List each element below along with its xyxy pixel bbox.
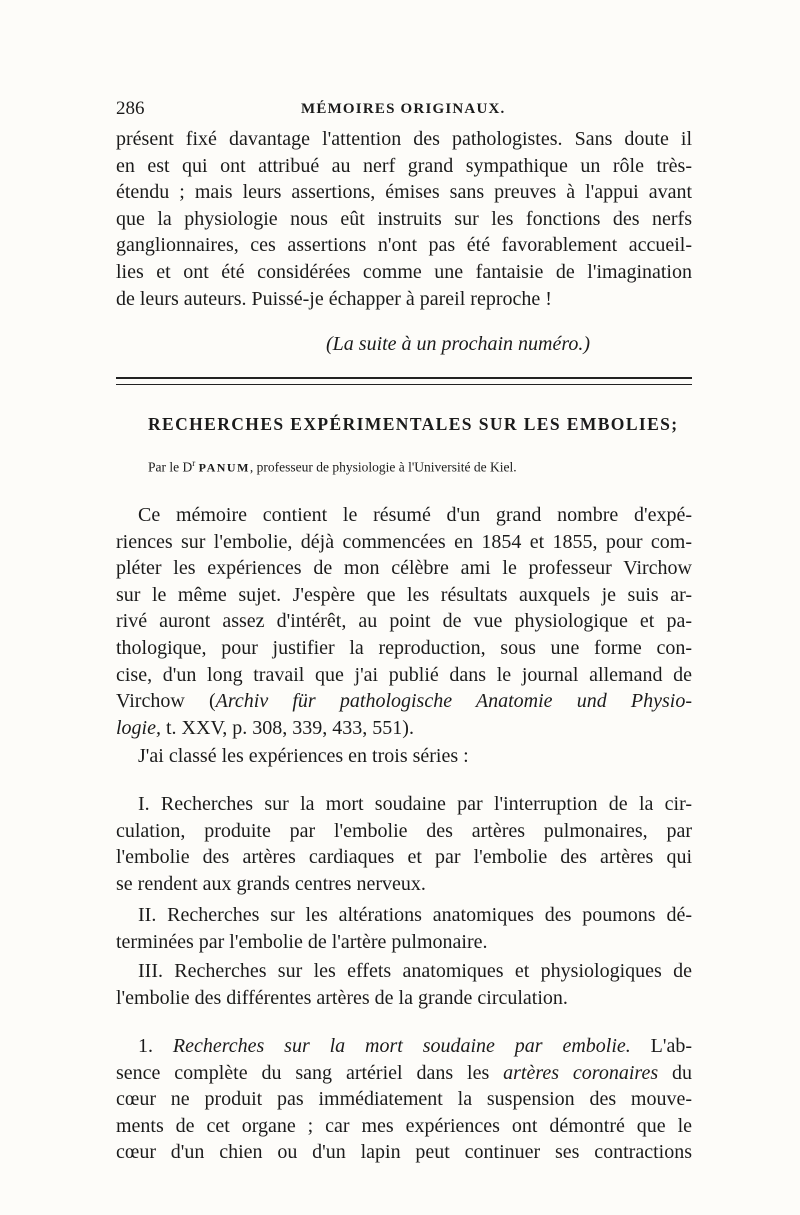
text-line: cœur d'un chien ou d'un lapin peut continuer ses contractions — [116, 1141, 692, 1164]
byline-rest: , professeur de physiologie à l'Université de Kiel. — [249, 459, 517, 475]
text-segment: sence complète du sang artériel dans les — [116, 1061, 504, 1084]
section-1-paragraph — [116, 1033, 692, 1166]
section-divider — [116, 377, 692, 385]
text-line: Ce mémoire contient le résumé d'un grand nombre d'expé- — [138, 504, 692, 526]
text-line: culation, produite par l'embolie des artères pulmonaires, par — [116, 819, 692, 842]
series-1 — [116, 791, 692, 897]
journal-title-cont: logie, — [116, 716, 161, 739]
journal-title: Archiv für pathologische Anatomie und Physio- — [215, 690, 692, 713]
text-line: cœur ne produit pas immédiatement la suspension des mouve- — [116, 1088, 692, 1111]
text-line: ments de cet organe ; car mes expériences ont démontré que le — [116, 1114, 692, 1137]
text-line: III. Recherches sur les effets anatomiques et physiologiques de — [138, 960, 692, 982]
text-line: se rendent aux grands centres nerveux. — [116, 872, 426, 895]
text-line — [116, 688, 692, 715]
intro-paragraph — [116, 126, 692, 312]
series-intro — [116, 743, 692, 770]
author-name: PANUM — [198, 460, 250, 475]
text-line: étendu ; mais leurs assertions, émises sans preuves à l'appui avant — [116, 181, 692, 204]
intro-article-paragraph — [116, 502, 692, 741]
byline-par: Par le D — [148, 459, 193, 475]
text-line: présent fixé davantage l'attention des pathologistes. Sans doute il — [116, 128, 692, 150]
text-line: thologique, pour justifier la reproduction, sous une forme con- — [116, 636, 692, 659]
text-segment: Virchow ( — [116, 690, 216, 713]
emphasis: artères coronaires — [503, 1061, 659, 1084]
text-line: pléter les expériences de mon célèbre ami le professeur Virchow — [116, 557, 692, 580]
text-line: sur le même sujet. J'espère que les résultats auxquels je suis ar- — [116, 583, 692, 606]
text-line: de leurs auteurs. Puissé-je échapper à pareil reproche ! — [116, 287, 552, 310]
page-number: 286 — [116, 98, 145, 119]
article-byline — [148, 458, 517, 476]
running-title: MÉMOIRES ORIGINAUX. — [301, 101, 506, 117]
text-line — [116, 1060, 692, 1087]
text-line: terminées par l'embolie de l'artère pulmonaire. — [116, 930, 488, 953]
to-be-continued-note: (La suite à un prochain numéro.) — [326, 333, 591, 355]
series-2 — [116, 902, 692, 955]
byline-sup: r — [192, 458, 196, 468]
text-line: II. Recherches sur les altérations anatomiques des poumons dé- — [138, 904, 692, 926]
section-number: 1. — [138, 1035, 153, 1057]
article-title: RECHERCHES EXPÉRIMENTALES SUR LES EMBOLIES; — [148, 414, 679, 434]
text-line: lies et ont été considérées comme une fantaisie de l'imagination — [116, 260, 692, 283]
text-line: ganglionnaires, ces assertions n'ont pas été favorablement accueil- — [116, 234, 692, 257]
text-line — [116, 715, 692, 742]
section-title: Recherches sur la mort soudaine par embolie. — [172, 1035, 631, 1057]
text-line: cise, d'un long travail que j'ai publié dans le journal allemand de — [116, 663, 692, 686]
text-line: que la physiologie nous eût instruits sur les fonctions des nerfs — [116, 207, 692, 230]
text-line: rivé auront assez d'intérêt, au point de vue physiologique et pa- — [116, 610, 692, 633]
text-line: l'embolie des artères cardiaques et par l'embolie des artères qui — [116, 846, 692, 869]
text-line: en est qui ont attribué au nerf grand sympathique un rôle très- — [116, 154, 692, 177]
running-header — [116, 98, 692, 128]
text-line: riences sur l'embolie, déjà commencées en 1854 et 1855, pour com- — [116, 530, 692, 553]
text-segment: t. XXV, p. 308, 339, 433, 551). — [161, 716, 414, 739]
text-segment: du — [658, 1061, 693, 1084]
series-3 — [116, 958, 692, 1011]
text-line: J'ai classé les expériences en trois séries : — [138, 745, 469, 767]
text-line: l'embolie des différentes artères de la grande circulation. — [116, 986, 568, 1009]
text-line: I. Recherches sur la mort soudaine par l'interruption de la cir- — [138, 793, 692, 815]
text-segment: L'ab- — [630, 1035, 692, 1057]
text-line — [116, 1033, 692, 1060]
